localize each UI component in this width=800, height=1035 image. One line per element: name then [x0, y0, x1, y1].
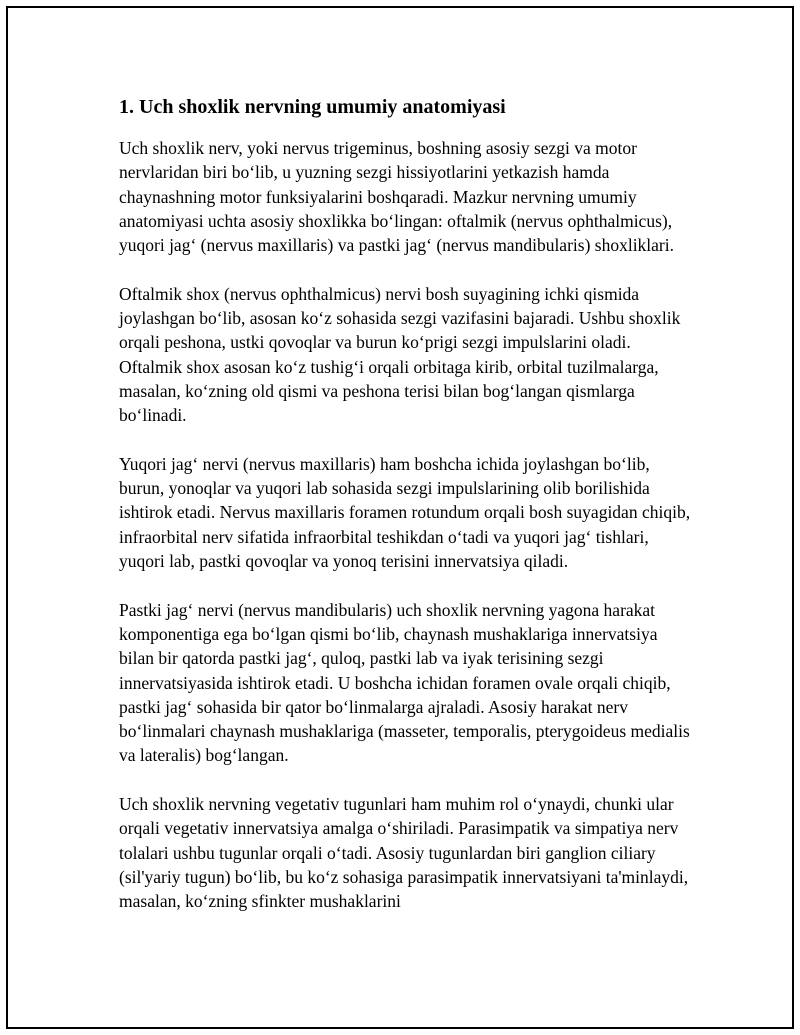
page-frame — [6, 6, 794, 1029]
paragraph-ophthalmic: Oftalmik shox (nervus ophthalmicus) nervi bosh suyagining ichki qismida joylashgan bo‘lib, asosan ko‘z sohasida sezgi vazifasini bajaradi. Ushbu shoxlik orqali peshona, ustki qovoqlar va burun ko‘prigi sezgi impulslarini oladi. Oftalmik shox asosan ko‘z tushig‘i orqali orbitaga kirib, orbital tuzilmalarga, masalan, ko‘zning old qismi va peshona terisi bilan bog‘langan qismlarga bo‘linadi. — [119, 283, 681, 426]
paragraph-general: Uch shoxlik nerv, yoki nervus trigeminus, boshning asosiy sezgi va motor nervlaridan biri bo‘lib, u yuzning sezgi hissiyotlarini yetkazish hamda chaynashning motor funksiyalarini boshqaradi. Mazkur nervning umumiy anatomiyasi uchta asosiy shoxlikka bo‘lingan: oftalmik (nervus ophthalmicus), yuqori jag‘ (nervus maxillaris) va pastki jag‘ (nervus mandibularis) shoxliklari. — [119, 138, 675, 256]
paragraph-maxillary: Yuqori jag‘ nervi (nervus maxillaris) ham boshcha ichida joylashgan bo‘lib, burun, yonoqlar va yuqori lab sohasida sezgi impulslarining olib borilishida ishtirok etadi. Nervus maxillaris foramen rotundum orqali bosh suyagidan chiqib, infraorbital nerv sifatida infraorbital teshikdan o‘tadi va yuqori jag‘ tishlari, yuqori lab, pastki qovoqlar va yonoq terisini innervatsiya qiladi. — [119, 453, 691, 572]
document-body — [119, 94, 694, 938]
paragraph-vegetative: Uch shoxlik nervning vegetativ tugunlari ham muhim rol o‘ynaydi, chunki ular orqali vegetativ innervatsiya amalga o‘shiriladi. Parasimpatik va simpatiya nerv tolalari ushbu tugunlar orqali o‘tadi. Asosiy tugunlardan biri ganglion ciliary (sil'yariy tugun) bo‘lib, bu ko‘z sohasiga parasimpatik innervatsiyani ta'minlaydi, masalan, ko‘zning sfinkter mushaklarini — [119, 794, 689, 912]
section-heading: 1. Uch shoxlik nervning umumiy anatomiyasi — [119, 96, 506, 118]
paragraph-mandibular: Pastki jag‘ nervi (nervus mandibularis) uch shoxlik nervning yagona harakat komponentiga ega bo‘lgan qismi bo‘lib, chaynash mushaklariga innervatsiya bilan bir qatorda pastki jag‘, quloq, pastki lab va iyak terisining sezgi innervatsiyasida ishtirok etadi. U boshcha ichidan foramen ovale orqali chiqib, pastki jag‘ sohasida bir qator bo‘linmalarga ajraladi. Asosiy harakat nerv bo‘linmalari chaynash mushaklariga (masseter, temporalis, pterygoideus medialis va lateralis) bog‘langan. — [119, 599, 690, 766]
